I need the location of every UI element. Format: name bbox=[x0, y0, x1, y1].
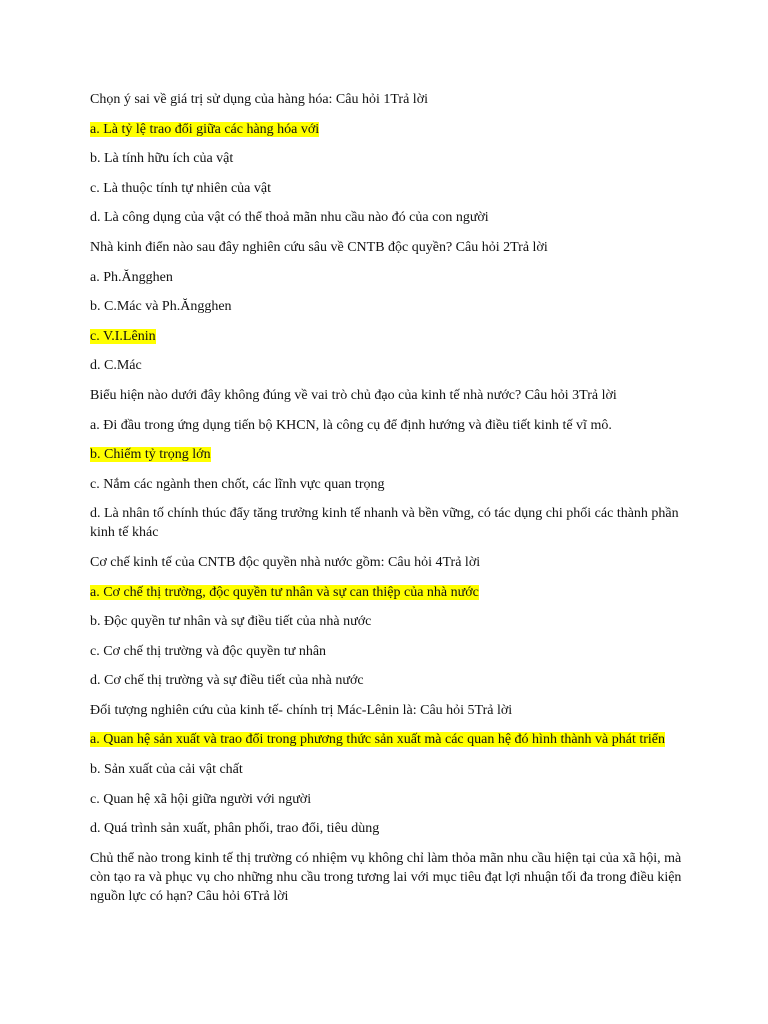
question-4: Cơ chế kinh tế của CNTB độc quyền nhà nước gồm: Câu hỏi 4Trả lời bbox=[90, 554, 481, 570]
q5-option-b: b. Sản xuất của cải vật chất bbox=[90, 762, 243, 778]
q4-option-c: c. Cơ chế thị trường và độc quyền tư nhân bbox=[90, 643, 327, 659]
question-6: Chủ thể nào trong kinh tế thị trường có nhiệm vụ không chỉ làm thỏa mãn nhu cầu hiện tại của xã hội, mà còn tạo ra và phục vụ cho những nhu cầu trong tương lai với mục tiêu đạt lợi nhuận tối đa trong điều kiện nguồn lực có hạn? Câu hỏi 6Trả lời bbox=[90, 850, 682, 904]
q3-option-c: c. Nắm các ngành then chốt, các lĩnh vực quan trọng bbox=[90, 476, 385, 492]
question-1: Chọn ý sai về giá trị sử dụng của hàng hóa: Câu hỏi 1Trả lời bbox=[90, 92, 428, 107]
q3-option-b-highlighted: b. Chiếm tỷ trọng lớn bbox=[90, 447, 211, 463]
q3-option-d: d. Là nhân tố chính thúc đẩy tăng trưởng kinh tế nhanh và bền vững, có tác dụng chi phối các thành phần kinh tế khác bbox=[90, 506, 679, 541]
q1-option-a bbox=[90, 120, 690, 139]
q4-option-b: b. Độc quyền tư nhân và sự điều tiết của nhà nước bbox=[90, 614, 372, 630]
q2-option-b: b. C.Mác và Ph.Ăngghen bbox=[90, 299, 232, 315]
q4-option-a bbox=[90, 583, 690, 602]
q3-option-b bbox=[90, 445, 690, 464]
q2-option-a: a. Ph.Ăngghen bbox=[90, 269, 173, 285]
q1-option-d: d. Là công dụng của vật có thể thoả mãn nhu cầu nào đó của con người bbox=[90, 210, 489, 226]
question-3: Biểu hiện nào dưới đây không đúng về vai trò chủ đạo của kinh tế nhà nước? Câu hỏi 3Trả lời bbox=[90, 387, 617, 403]
document-page bbox=[90, 90, 690, 916]
q5-option-c: c. Quan hệ xã hội giữa người với người bbox=[90, 791, 312, 807]
q5-option-d: d. Quá trình sản xuất, phân phối, trao đổi, tiêu dùng bbox=[90, 821, 380, 837]
q2-option-d: d. C.Mác bbox=[90, 358, 142, 374]
question-5: Đối tượng nghiên cứu của kinh tế- chính trị Mác-Lênin là: Câu hỏi 5Trả lời bbox=[90, 702, 513, 718]
q5-option-a bbox=[90, 730, 690, 749]
question-2: Nhà kinh điển nào sau đây nghiên cứu sâu về CNTB độc quyền? Câu hỏi 2Trả lời bbox=[90, 239, 548, 255]
q4-option-d: d. Cơ chế thị trường và sự điều tiết của nhà nước bbox=[90, 673, 364, 689]
q3-option-a: a. Đi đầu trong ứng dụng tiến bộ KHCN, là công cụ để định hướng và điều tiết kinh tế vĩ mô. bbox=[90, 417, 612, 433]
q5-option-a-highlighted: a. Quan hệ sản xuất và trao đổi trong phương thức sản xuất mà các quan hệ đó hình thành và phát triển bbox=[90, 732, 666, 748]
q1-option-a-highlighted: a. Là tỷ lệ trao đổi giữa các hàng hóa với bbox=[90, 121, 320, 137]
q2-option-c bbox=[90, 327, 690, 346]
q2-option-c-highlighted: c. V.I.Lênin bbox=[90, 328, 156, 344]
q4-option-a-highlighted: a. Cơ chế thị trường, độc quyền tư nhân và sự can thiệp của nhà nước bbox=[90, 584, 479, 600]
q1-option-b: b. Là tính hữu ích của vật bbox=[90, 151, 234, 167]
q1-option-c: c. Là thuộc tính tự nhiên của vật bbox=[90, 180, 271, 196]
